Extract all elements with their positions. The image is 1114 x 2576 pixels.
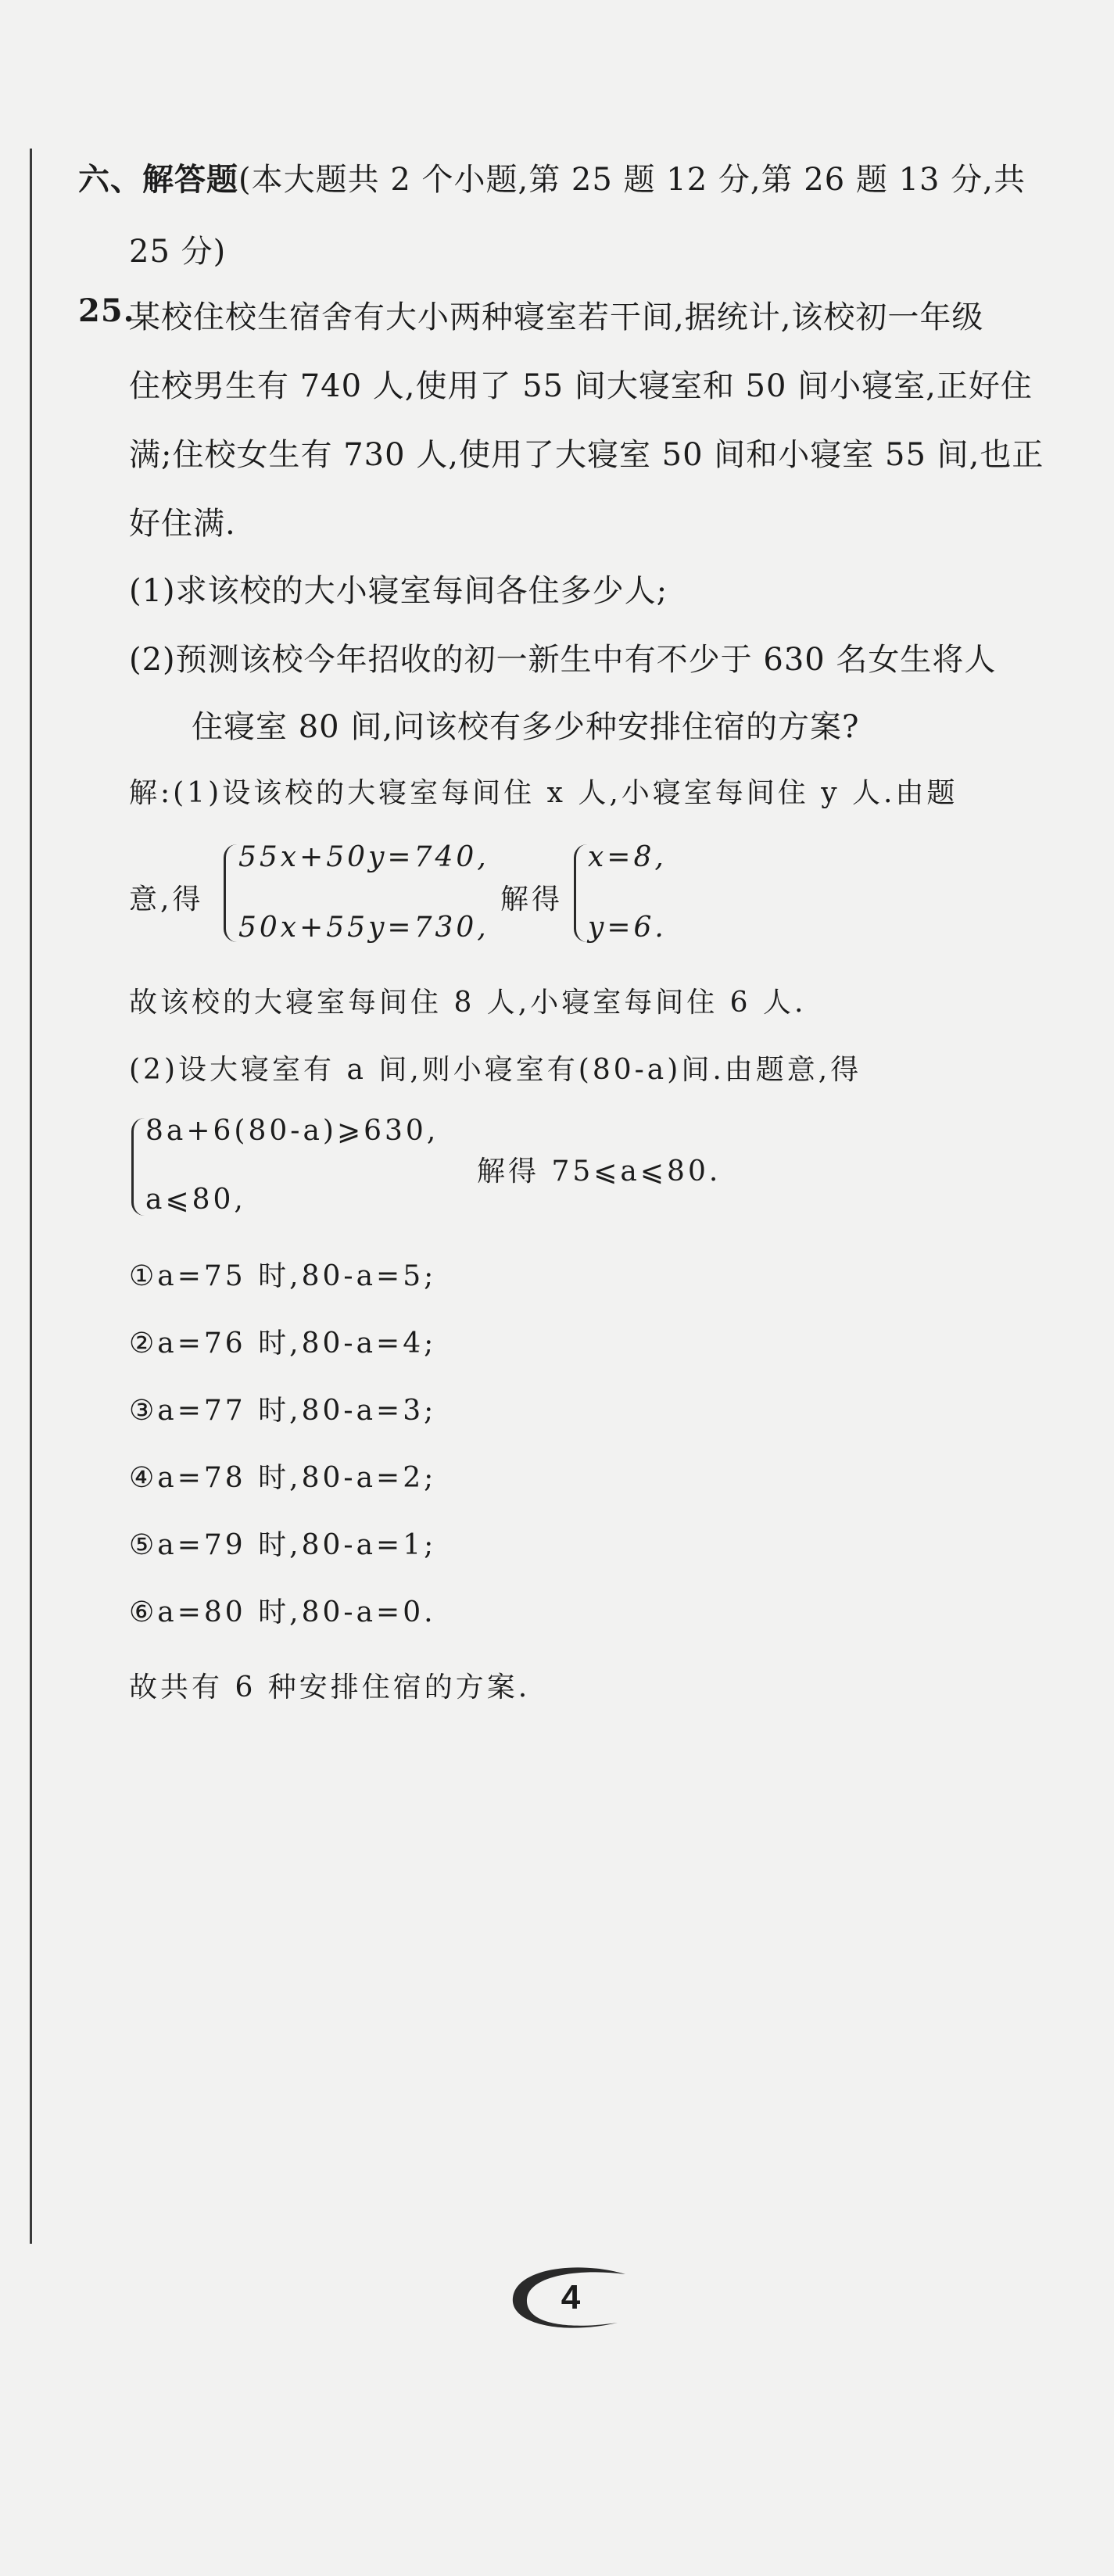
system1-solution-x: x=8, (588, 841, 667, 873)
solution-part2-intro: (2)设大寝室有 a 间,则小寝室有(80-a)间.由题意,得 (129, 1054, 862, 1086)
system1-solve-label: 解得 (500, 883, 564, 915)
case-item: ④a=78 时,80-a=2; (129, 1462, 437, 1494)
left-margin-rule (30, 149, 32, 2244)
case-item: ①a=75 时,80-a=5; (129, 1260, 437, 1292)
case-item: ⑤a=79 时,80-a=1; (129, 1529, 437, 1561)
solution-line1: 解:(1)设该校的大寝室每间住 x 人,小寝室每间住 y 人.由题 (129, 777, 958, 809)
problem-part2-line2: 住寝室 80 间,问该校有多少种安排住宿的方案? (192, 709, 860, 745)
solution-final: 故共有 6 种安排住宿的方案. (129, 1671, 531, 1704)
problem-number: 25. (78, 292, 135, 329)
system2-result: 解得 75⩽a⩽80. (477, 1155, 722, 1188)
page-number: 4 (561, 2278, 581, 2316)
system2-inequality1: 8a+6(80-a)⩾630, (145, 1115, 439, 1147)
case-item: ②a=76 时,80-a=4; (129, 1327, 437, 1360)
problem-stem-line2: 住校男生有 740 人,使用了 55 间大寝室和 50 间小寝室,正好住 (129, 368, 1033, 404)
system1-solution-brace (574, 844, 587, 942)
section-info-line2: 25 分) (129, 234, 227, 270)
case-item: ③a=77 时,80-a=3; (129, 1395, 437, 1427)
solution-conclusion1: 故该校的大寝室每间住 8 人,小寝室每间住 6 人. (129, 987, 807, 1019)
problem-stem-line4: 好住满. (129, 506, 236, 542)
section-info-line1: (本大题共 2 个小题,第 25 题 12 分,第 26 题 13 分,共 (238, 162, 1026, 198)
system1-equation2: 50x+55y=730, (238, 912, 489, 944)
section-heading: 六、解答题 (78, 161, 238, 198)
system1-prefix: 意,得 (129, 883, 204, 915)
problem-stem-line3: 满;住校女生有 730 人,使用了大寝室 50 间和小寝室 55 间,也正 (129, 437, 1044, 473)
system1-solution-y: y=6. (588, 912, 667, 944)
case-item: ⑥a=80 时,80-a=0. (129, 1596, 436, 1628)
problem-stem-line1: 某校住校生宿舍有大小两种寝室若干间,据统计,该校初一年级 (129, 299, 984, 335)
section-header (78, 155, 1026, 199)
page-number-badge (508, 2263, 633, 2334)
problem-part2-line1: (2)预测该校今年招收的初一新生中有不少于 630 名女生将人 (129, 642, 997, 678)
system1-equation1: 55x+50y=740, (238, 841, 489, 873)
problem-part1: (1)求该校的大小寝室每间各住多少人; (129, 573, 668, 609)
system1-brace (224, 844, 237, 942)
system2-brace (131, 1118, 145, 1216)
system2-inequality2: a⩽80, (145, 1184, 246, 1216)
